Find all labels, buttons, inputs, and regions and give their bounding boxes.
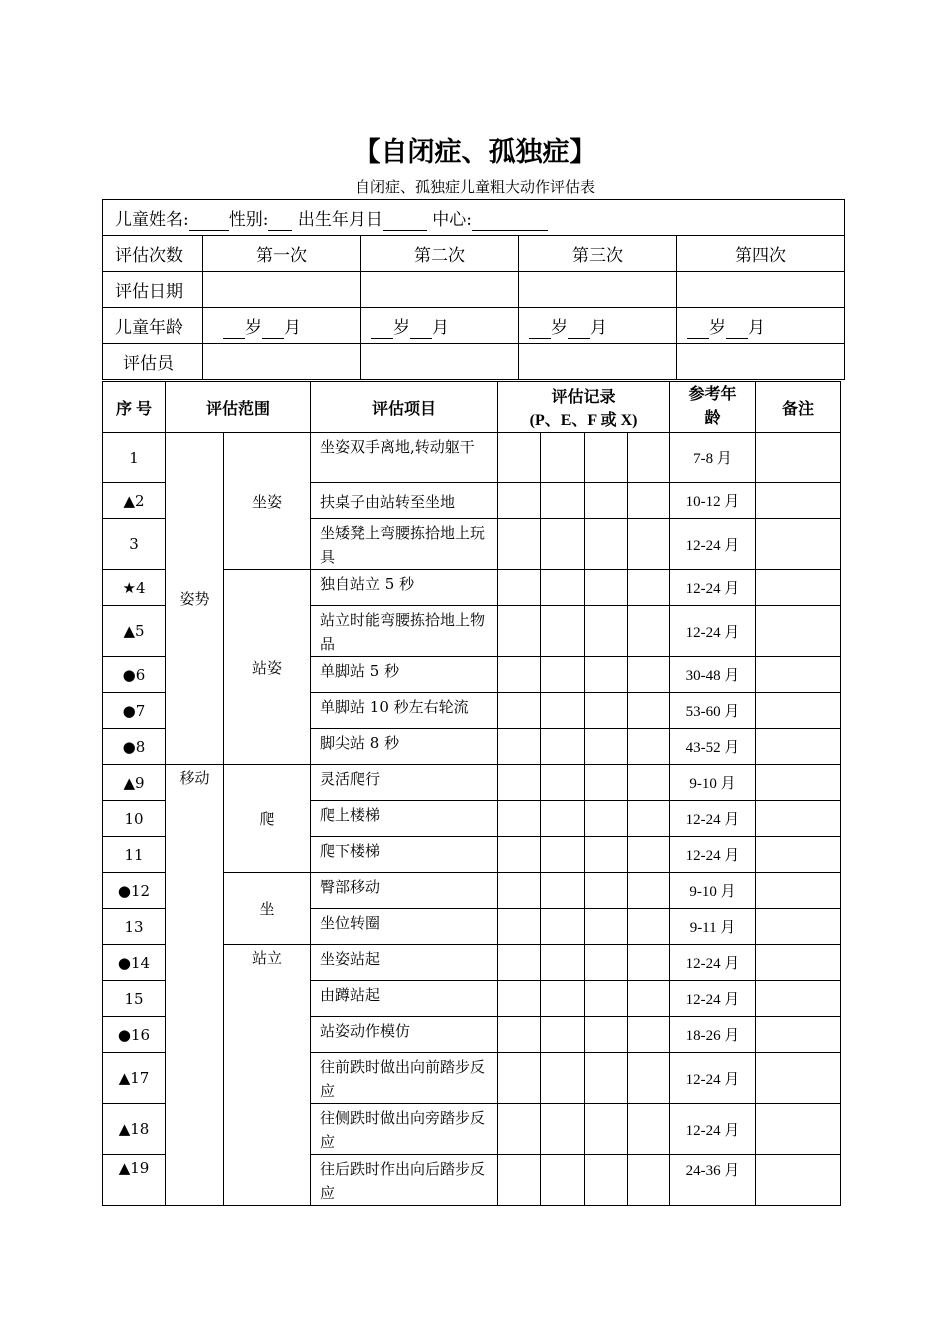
item-text: 坐姿站起 — [311, 945, 498, 981]
row-num: ●16 — [103, 1017, 166, 1053]
record-cell[interactable] — [628, 1155, 670, 1206]
session-4: 第四次 — [677, 236, 845, 272]
date-cell-3[interactable] — [519, 272, 677, 308]
record-cell[interactable] — [628, 1104, 670, 1155]
record-cell[interactable] — [498, 873, 541, 909]
note-cell[interactable] — [756, 981, 841, 1017]
note-cell[interactable] — [756, 873, 841, 909]
record-cell[interactable] — [628, 1017, 670, 1053]
age-label: 儿童年龄 — [103, 308, 203, 344]
ref-age: 24-36 月 — [670, 1155, 756, 1206]
ref-age: 43-52 月 — [670, 729, 756, 765]
session-1: 第一次 — [203, 236, 361, 272]
note-cell[interactable] — [756, 801, 841, 837]
record-cell[interactable] — [541, 765, 585, 801]
date-label: 评估日期 — [103, 272, 203, 308]
subcategory-sit: 坐姿 — [224, 433, 311, 570]
row-num: ▲5 — [103, 606, 166, 657]
record-cell[interactable] — [585, 1017, 628, 1053]
age-cell-2[interactable]: 岁 月 — [361, 308, 519, 344]
item-text: 爬下楼梯 — [311, 837, 498, 873]
record-cell[interactable] — [541, 519, 585, 570]
form-subtitle: 自闭症、孤独症儿童粗大动作评估表 — [354, 178, 595, 196]
record-cell[interactable] — [585, 837, 628, 873]
ref-age: 12-24 月 — [670, 801, 756, 837]
record-cell[interactable] — [541, 873, 585, 909]
record-cell[interactable] — [628, 693, 670, 729]
row-num: 11 — [103, 837, 166, 873]
note-cell[interactable] — [756, 433, 841, 483]
ref-age: 12-24 月 — [670, 1104, 756, 1155]
record-cell[interactable] — [498, 729, 541, 765]
record-cell[interactable] — [585, 873, 628, 909]
header-ref-age: 参考年龄 — [670, 382, 756, 433]
item-text: 坐矮凳上弯腰拣拾地上玩具 — [311, 519, 498, 570]
ref-age: 12-24 月 — [670, 519, 756, 570]
record-cell[interactable] — [585, 606, 628, 657]
note-cell[interactable] — [756, 693, 841, 729]
center-field[interactable] — [472, 210, 548, 231]
assessment-table — [102, 381, 841, 1206]
record-cell[interactable] — [498, 519, 541, 570]
row-num: ●14 — [103, 945, 166, 981]
record-cell[interactable] — [585, 945, 628, 981]
center-label: 中心: — [432, 209, 473, 230]
record-cell[interactable] — [541, 483, 585, 519]
category-move: 移动 — [166, 765, 224, 1206]
record-cell[interactable] — [541, 945, 585, 981]
header-record: 评估记录 (P、E、F 或 X) — [498, 382, 670, 433]
ref-age: 10-12 月 — [670, 483, 756, 519]
age-cell-1[interactable]: 岁 月 — [203, 308, 361, 344]
record-cell[interactable] — [585, 433, 628, 483]
record-cell[interactable] — [541, 433, 585, 483]
record-cell[interactable] — [628, 873, 670, 909]
item-text: 脚尖站 8 秒 — [311, 729, 498, 765]
date-cell-1[interactable] — [203, 272, 361, 308]
header-num: 序 号 — [103, 382, 166, 433]
count-label: 评估次数 — [103, 236, 203, 272]
record-cell[interactable] — [498, 909, 541, 945]
row-num: 3 — [103, 519, 166, 570]
record-cell[interactable] — [585, 765, 628, 801]
header-item: 评估项目 — [311, 382, 498, 433]
date-cell-4[interactable] — [677, 272, 845, 308]
assessor-cell-2[interactable] — [361, 344, 519, 380]
note-cell[interactable] — [756, 945, 841, 981]
row-num: ★4 — [103, 570, 166, 606]
record-cell[interactable] — [498, 606, 541, 657]
record-cell[interactable] — [628, 433, 670, 483]
record-cell[interactable] — [628, 570, 670, 606]
record-cell[interactable] — [541, 1053, 585, 1104]
header-row — [103, 382, 841, 433]
row-num: 10 — [103, 801, 166, 837]
record-cell[interactable] — [498, 1155, 541, 1206]
session-2: 第二次 — [361, 236, 519, 272]
item-text: 臀部移动 — [311, 873, 498, 909]
row-num: ▲2 — [103, 483, 166, 519]
record-cell[interactable] — [628, 519, 670, 570]
note-cell[interactable] — [756, 606, 841, 657]
subcategory-sit2: 坐 — [224, 873, 311, 945]
record-cell[interactable] — [585, 729, 628, 765]
note-cell[interactable] — [756, 483, 841, 519]
record-cell[interactable] — [628, 909, 670, 945]
row-num: ▲9 — [103, 765, 166, 801]
record-cell[interactable] — [541, 1017, 585, 1053]
info-table — [102, 199, 845, 380]
name-field[interactable] — [189, 210, 229, 231]
ref-age: 7-8 月 — [670, 433, 756, 483]
record-cell[interactable] — [585, 801, 628, 837]
record-cell[interactable] — [628, 981, 670, 1017]
gender-label: 性别: — [228, 209, 269, 230]
note-cell[interactable] — [756, 837, 841, 873]
item-text: 灵活爬行 — [311, 765, 498, 801]
row-num: ●7 — [103, 693, 166, 729]
note-cell[interactable] — [756, 1155, 841, 1206]
row-num: ●6 — [103, 657, 166, 693]
record-cell[interactable] — [541, 1155, 585, 1206]
child-info-row — [103, 200, 845, 236]
ref-age: 9-11 月 — [670, 909, 756, 945]
row-num: ●8 — [103, 729, 166, 765]
record-cell[interactable] — [541, 693, 585, 729]
note-cell[interactable] — [756, 729, 841, 765]
age-cell-3[interactable]: 岁 月 — [519, 308, 677, 344]
item-text: 往侧跌时做出向旁踏步反应 — [311, 1104, 498, 1155]
item-text: 往后跌时作出向后踏步反应 — [311, 1155, 498, 1206]
record-cell[interactable] — [498, 1017, 541, 1053]
record-cell[interactable] — [628, 729, 670, 765]
item-text: 往前跌时做出向前踏步反应 — [311, 1053, 498, 1104]
record-cell[interactable] — [498, 837, 541, 873]
row-num: ▲18 — [103, 1104, 166, 1155]
record-cell[interactable] — [585, 519, 628, 570]
assessor-label: 评估员 — [103, 344, 203, 380]
record-cell[interactable] — [498, 657, 541, 693]
record-cell[interactable] — [585, 909, 628, 945]
subcategory-standup: 站立 — [224, 945, 311, 1206]
subcategory-stand: 站姿 — [224, 570, 311, 765]
item-text: 单脚站 10 秒左右轮流 — [311, 693, 498, 729]
ref-age: 12-24 月 — [670, 837, 756, 873]
record-cell[interactable] — [585, 657, 628, 693]
record-cell[interactable] — [628, 801, 670, 837]
note-cell[interactable] — [756, 1104, 841, 1155]
record-cell[interactable] — [541, 606, 585, 657]
record-cell[interactable] — [541, 570, 585, 606]
record-cell[interactable] — [541, 981, 585, 1017]
name-label: 儿童姓名: — [115, 209, 189, 230]
note-cell[interactable] — [756, 657, 841, 693]
record-cell[interactable] — [628, 483, 670, 519]
ref-age: 12-24 月 — [670, 1053, 756, 1104]
ref-age: 12-24 月 — [670, 981, 756, 1017]
record-cell[interactable] — [541, 837, 585, 873]
age-cell-4[interactable]: 岁 月 — [677, 308, 845, 344]
category-posture: 姿势 — [166, 433, 224, 765]
ref-age: 30-48 月 — [670, 657, 756, 693]
record-cell[interactable] — [498, 570, 541, 606]
record-cell[interactable] — [498, 483, 541, 519]
record-cell[interactable] — [628, 945, 670, 981]
assessor-cell-4[interactable] — [677, 344, 845, 380]
record-cell[interactable] — [628, 1053, 670, 1104]
record-cell[interactable] — [498, 1104, 541, 1155]
record-cell[interactable] — [498, 433, 541, 483]
item-text: 单脚站 5 秒 — [311, 657, 498, 693]
record-cell[interactable] — [498, 801, 541, 837]
record-cell[interactable] — [585, 570, 628, 606]
dob-field[interactable] — [383, 210, 427, 231]
header-note: 备注 — [756, 382, 841, 433]
record-cell[interactable] — [585, 483, 628, 519]
note-cell[interactable] — [756, 519, 841, 570]
record-cell[interactable] — [541, 909, 585, 945]
record-cell[interactable] — [541, 729, 585, 765]
row-num: ▲19 — [103, 1155, 166, 1206]
gender-field[interactable] — [268, 210, 292, 231]
item-text: 由蹲站起 — [311, 981, 498, 1017]
item-text: 站姿动作模仿 — [311, 1017, 498, 1053]
item-text: 爬上楼梯 — [311, 801, 498, 837]
record-cell[interactable] — [498, 693, 541, 729]
row-num: ▲17 — [103, 1053, 166, 1104]
date-cell-2[interactable] — [361, 272, 519, 308]
item-text: 站立时能弯腰拣拾地上物品 — [311, 606, 498, 657]
ref-age: 12-24 月 — [670, 570, 756, 606]
record-cell[interactable] — [585, 1053, 628, 1104]
record-cell[interactable] — [628, 657, 670, 693]
row-num: ●12 — [103, 873, 166, 909]
record-cell[interactable] — [585, 1104, 628, 1155]
note-cell[interactable] — [756, 570, 841, 606]
row-num: 13 — [103, 909, 166, 945]
item-text: 坐位转圈 — [311, 909, 498, 945]
record-cell[interactable] — [628, 837, 670, 873]
record-cell[interactable] — [498, 1053, 541, 1104]
record-cell[interactable] — [628, 606, 670, 657]
dob-label: 出生年月日 — [297, 209, 383, 230]
row-num: 1 — [103, 433, 166, 483]
ref-age: 9-10 月 — [670, 765, 756, 801]
record-cell[interactable] — [498, 981, 541, 1017]
header-range: 评估范围 — [166, 382, 311, 433]
item-text: 坐姿双手离地,转动躯干 — [311, 433, 498, 483]
item-text: 扶桌子由站转至坐地 — [311, 483, 498, 519]
session-3: 第三次 — [519, 236, 677, 272]
ref-age: 12-24 月 — [670, 606, 756, 657]
row-num: 15 — [103, 981, 166, 1017]
note-cell[interactable] — [756, 909, 841, 945]
assessor-cell-3[interactable] — [519, 344, 677, 380]
record-cell[interactable] — [541, 801, 585, 837]
ref-age: 53-60 月 — [670, 693, 756, 729]
record-cell[interactable] — [585, 981, 628, 1017]
note-cell[interactable] — [756, 1053, 841, 1104]
ref-age: 9-10 月 — [670, 873, 756, 909]
assessor-cell-1[interactable] — [203, 344, 361, 380]
note-cell[interactable] — [756, 1017, 841, 1053]
record-cell[interactable] — [585, 693, 628, 729]
ref-age: 12-24 月 — [670, 945, 756, 981]
page-title: 【自闭症、孤独症】 — [353, 137, 597, 168]
record-cell[interactable] — [498, 945, 541, 981]
note-cell[interactable] — [756, 765, 841, 801]
record-cell[interactable] — [585, 1155, 628, 1206]
record-cell[interactable] — [541, 657, 585, 693]
record-cell[interactable] — [628, 765, 670, 801]
record-cell[interactable] — [498, 765, 541, 801]
subcategory-crawl: 爬 — [224, 765, 311, 873]
record-cell[interactable] — [541, 1104, 585, 1155]
item-text: 独自站立 5 秒 — [311, 570, 498, 606]
ref-age: 18-26 月 — [670, 1017, 756, 1053]
